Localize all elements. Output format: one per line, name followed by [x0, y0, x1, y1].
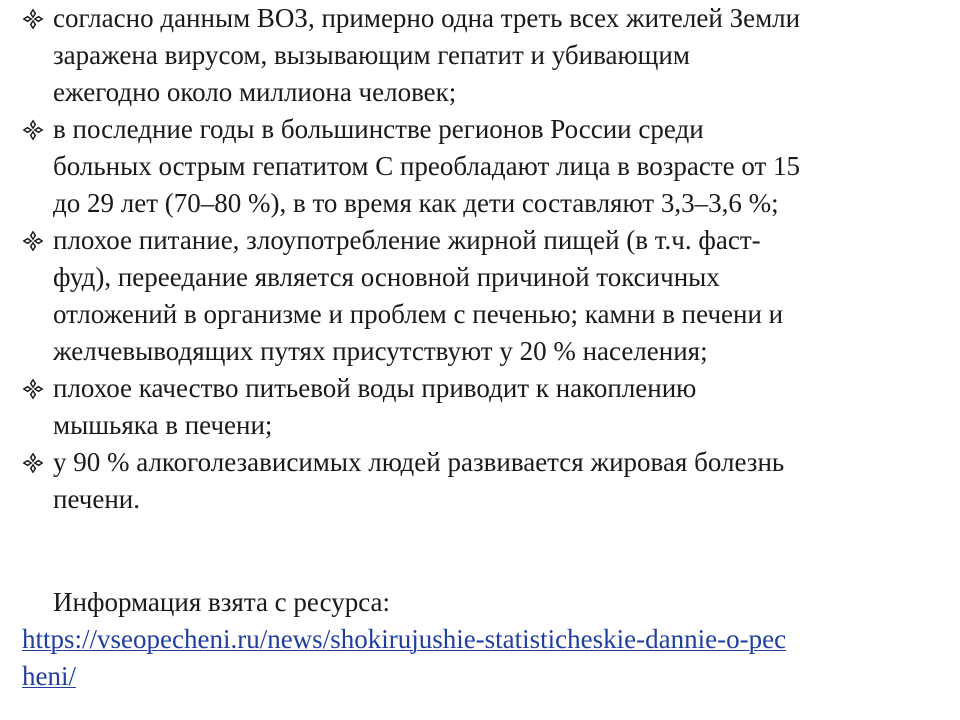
bullet-text: у 90 % алкоголезависимых людей развивается жировая болезнь печени.: [53, 447, 785, 514]
source-label: Информация взята с ресурса:: [53, 587, 390, 617]
bullet-text: согласно данным ВОЗ, примерно одна треть всех жителей Земли заражена вирусом, вызывающим гепатит и убивающим ежегодно около миллиона человек;: [53, 3, 801, 107]
bullet-text: плохое питание, злоупотребление жирной пищей (в т.ч. фаст- фуд), переедание является основной причиной токсичных отложений в организме и проблем с печенью; камни в печени и желчевыводящих путях присутствуют у 20 % населения;: [53, 225, 784, 366]
diamond-bullet-icon: [22, 378, 44, 400]
diamond-bullet-icon: [22, 452, 44, 474]
diamond-bullet-icon: [22, 230, 44, 252]
list-item: [22, 222, 942, 370]
list-item: [22, 111, 942, 222]
bullet-list: [22, 0, 942, 518]
bullet-text: плохое качество питьевой воды приводит к накоплению мышьяка в печени;: [53, 373, 697, 440]
bullet-text: в последние годы в большинстве регионов России среди больных острым гепатитом С преобладают лица в возрасте от 15 до 29 лет (70–80 %), в то время как дети составляют 3,3–3,6 %;: [53, 114, 801, 218]
list-item: [22, 370, 942, 444]
source-link[interactable]: https://vseopecheni.ru/news/shokirujushie-statisticheskie-dannie-o-pec heni/: [22, 624, 787, 691]
diamond-bullet-icon: [22, 8, 44, 30]
diamond-bullet-icon: [22, 119, 44, 141]
list-item: [22, 444, 942, 518]
list-item: [22, 0, 942, 111]
